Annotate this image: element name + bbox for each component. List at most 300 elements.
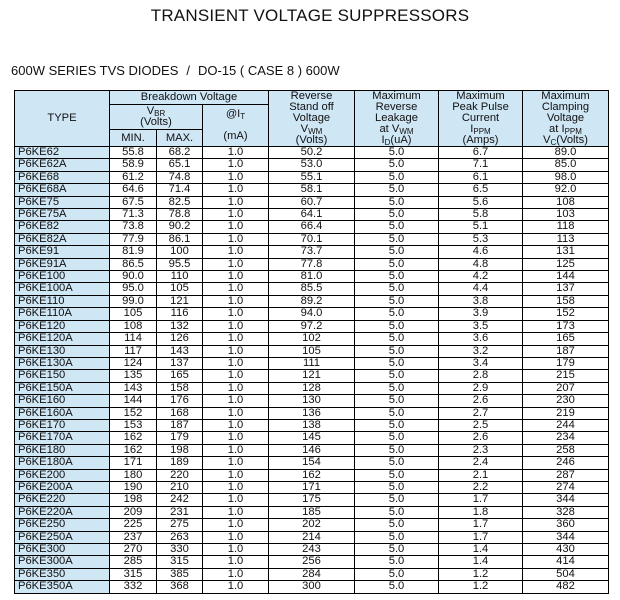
value-cell: 2.1	[439, 469, 523, 481]
value-cell: 1.0	[203, 444, 269, 456]
value-cell: 270	[110, 544, 157, 556]
value-cell: 1.0	[203, 333, 269, 345]
value-cell: 2.5	[439, 419, 523, 431]
value-cell: 5.0	[355, 568, 439, 580]
value-cell: 5.0	[355, 407, 439, 419]
type-cell: P6KE110A	[15, 308, 110, 320]
value-cell: 5.3	[439, 233, 523, 245]
value-cell: 108	[110, 320, 157, 332]
value-cell: 246	[523, 457, 609, 469]
value-cell: 5.6	[439, 196, 523, 208]
table-row	[15, 171, 609, 183]
value-cell: 61.2	[110, 171, 157, 183]
value-cell: 92.0	[523, 184, 609, 196]
value-cell: 4.2	[439, 271, 523, 283]
value-cell: 237	[110, 531, 157, 543]
value-cell: 110	[157, 271, 203, 283]
value-cell: 3.6	[439, 333, 523, 345]
value-cell: 5.8	[439, 209, 523, 221]
value-cell: 5.0	[355, 283, 439, 295]
value-cell: 1.0	[203, 382, 269, 394]
value-cell: 131	[523, 246, 609, 258]
value-cell: 5.0	[355, 271, 439, 283]
type-cell: P6KE150A	[15, 382, 110, 394]
value-cell: 5.0	[355, 481, 439, 493]
value-cell: 55.1	[269, 171, 355, 183]
value-cell: 2.2	[439, 481, 523, 493]
page-title: TRANSIENT VOLTAGE SUPPRESSORS	[150, 6, 470, 25]
value-cell: 1.0	[203, 357, 269, 369]
type-cell: P6KE300A	[15, 556, 110, 568]
value-cell: 65.1	[157, 159, 203, 171]
value-cell: 116	[157, 308, 203, 320]
value-cell: 86.5	[110, 258, 157, 270]
value-cell: 64.1	[269, 209, 355, 221]
value-cell: 126	[157, 333, 203, 345]
value-cell: 1.0	[203, 481, 269, 493]
value-cell: 5.0	[355, 233, 439, 245]
type-cell: P6KE250A	[15, 531, 110, 543]
value-cell: 1.0	[203, 531, 269, 543]
value-cell: 244	[523, 419, 609, 431]
value-cell: 315	[110, 568, 157, 580]
header-max: MAX.	[157, 130, 203, 147]
value-cell: 64.6	[110, 184, 157, 196]
value-cell: 128	[269, 382, 355, 394]
value-cell: 162	[110, 432, 157, 444]
value-cell: 214	[269, 531, 355, 543]
value-cell: 3.4	[439, 357, 523, 369]
table-header	[15, 91, 609, 147]
header-type: TYPE	[15, 91, 110, 147]
value-cell: 1.0	[203, 568, 269, 580]
tvs-spec-table	[14, 90, 609, 594]
value-cell: 50.2	[269, 147, 355, 159]
value-cell: 67.5	[110, 196, 157, 208]
value-cell: 1.0	[203, 271, 269, 283]
value-cell: 1.0	[203, 395, 269, 407]
type-cell: P6KE200	[15, 469, 110, 481]
value-cell: 68.2	[157, 147, 203, 159]
value-cell: 138	[269, 419, 355, 431]
value-cell: 135	[110, 370, 157, 382]
value-cell: 1.0	[203, 308, 269, 320]
value-cell: 1.0	[203, 184, 269, 196]
value-cell: 105	[269, 345, 355, 357]
table-row	[15, 568, 609, 580]
value-cell: 5.0	[355, 171, 439, 183]
table-row	[15, 531, 609, 543]
table-row	[15, 196, 609, 208]
value-cell: 89.0	[523, 147, 609, 159]
value-cell: 315	[157, 556, 203, 568]
type-cell: P6KE120A	[15, 333, 110, 345]
value-cell: 5.0	[355, 320, 439, 332]
table-row	[15, 481, 609, 493]
value-cell: 5.0	[355, 246, 439, 258]
value-cell: 124	[110, 357, 157, 369]
value-cell: 132	[157, 320, 203, 332]
type-cell: P6KE68	[15, 171, 110, 183]
header-min: MIN.	[110, 130, 157, 147]
value-cell: 220	[157, 469, 203, 481]
value-cell: 209	[110, 506, 157, 518]
value-cell: 328	[523, 506, 609, 518]
value-cell: 137	[157, 357, 203, 369]
value-cell: 118	[523, 221, 609, 233]
value-cell: 5.0	[355, 519, 439, 531]
value-cell: 1.2	[439, 581, 523, 593]
table-row	[15, 407, 609, 419]
value-cell: 1.0	[203, 320, 269, 332]
value-cell: 5.0	[355, 221, 439, 233]
value-cell: 5.0	[355, 581, 439, 593]
value-cell: 225	[110, 519, 157, 531]
value-cell: 5.0	[355, 556, 439, 568]
value-cell: 179	[523, 357, 609, 369]
value-cell: 5.0	[355, 544, 439, 556]
value-cell: 117	[110, 345, 157, 357]
type-cell: P6KE250	[15, 519, 110, 531]
value-cell: 90.0	[110, 271, 157, 283]
value-cell: 219	[523, 407, 609, 419]
type-cell: P6KE130	[15, 345, 110, 357]
value-cell: 210	[157, 481, 203, 493]
value-cell: 105	[110, 308, 157, 320]
value-cell: 121	[157, 295, 203, 307]
table-row	[15, 246, 609, 258]
value-cell: 175	[269, 494, 355, 506]
table-row	[15, 345, 609, 357]
type-cell: P6KE220A	[15, 506, 110, 518]
type-cell: P6KE120	[15, 320, 110, 332]
type-cell: P6KE350	[15, 568, 110, 580]
value-cell: 263	[157, 531, 203, 543]
type-cell: P6KE75A	[15, 209, 110, 221]
value-cell: 2.6	[439, 395, 523, 407]
value-cell: 143	[157, 345, 203, 357]
value-cell: 1.7	[439, 494, 523, 506]
value-cell: 256	[269, 556, 355, 568]
table-row	[15, 283, 609, 295]
table-row	[15, 295, 609, 307]
value-cell: 144	[523, 271, 609, 283]
value-cell: 81.0	[269, 271, 355, 283]
table-row	[15, 444, 609, 456]
value-cell: 187	[157, 419, 203, 431]
table-row	[15, 308, 609, 320]
value-cell: 5.0	[355, 370, 439, 382]
type-cell: P6KE160	[15, 395, 110, 407]
type-cell: P6KE220	[15, 494, 110, 506]
type-cell: P6KE62	[15, 147, 110, 159]
value-cell: 100	[157, 246, 203, 258]
value-cell: 215	[523, 370, 609, 382]
value-cell: 71.4	[157, 184, 203, 196]
value-cell: 1.0	[203, 419, 269, 431]
table-row	[15, 258, 609, 270]
value-cell: 121	[269, 370, 355, 382]
value-cell: 73.7	[269, 246, 355, 258]
value-cell: 136	[269, 407, 355, 419]
value-cell: 275	[157, 519, 203, 531]
table-row	[15, 159, 609, 171]
type-cell: P6KE130A	[15, 357, 110, 369]
value-cell: 165	[157, 370, 203, 382]
value-cell: 5.0	[355, 457, 439, 469]
value-cell: 162	[110, 444, 157, 456]
value-cell: 1.0	[203, 233, 269, 245]
value-cell: 125	[523, 258, 609, 270]
header-reverse-leakage: Maximum Reverse Leakage at $V_{WM}$ $I_D(uA)$	[355, 91, 439, 147]
value-cell: 300	[269, 581, 355, 593]
value-cell: 58.1	[269, 184, 355, 196]
value-cell: 360	[523, 519, 609, 531]
value-cell: 5.0	[355, 395, 439, 407]
value-cell: 77.9	[110, 233, 157, 245]
value-cell: 6.1	[439, 171, 523, 183]
value-cell: 1.0	[203, 432, 269, 444]
value-cell: 5.0	[355, 357, 439, 369]
value-cell: 81.9	[110, 246, 157, 258]
value-cell: 5.0	[355, 147, 439, 159]
table-row	[15, 395, 609, 407]
value-cell: 6.7	[439, 147, 523, 159]
value-cell: 111	[269, 357, 355, 369]
value-cell: 168	[157, 407, 203, 419]
value-cell: 173	[523, 320, 609, 332]
value-cell: 146	[269, 444, 355, 456]
value-cell: 108	[523, 196, 609, 208]
table-row	[15, 506, 609, 518]
value-cell: 113	[523, 233, 609, 245]
value-cell: 5.0	[355, 419, 439, 431]
value-cell: 66.4	[269, 221, 355, 233]
type-cell: P6KE91A	[15, 258, 110, 270]
table-row	[15, 147, 609, 159]
value-cell: 207	[523, 382, 609, 394]
value-cell: 78.8	[157, 209, 203, 221]
table-body	[15, 147, 609, 594]
value-cell: 5.0	[355, 494, 439, 506]
value-cell: 1.0	[203, 147, 269, 159]
value-cell: 1.0	[203, 519, 269, 531]
value-cell: 430	[523, 544, 609, 556]
table-row	[15, 494, 609, 506]
value-cell: 176	[157, 395, 203, 407]
value-cell: 185	[269, 506, 355, 518]
value-cell: 504	[523, 568, 609, 580]
value-cell: 5.0	[355, 432, 439, 444]
value-cell: 274	[523, 481, 609, 493]
header-test-current: $@I_T$ (mA)	[203, 105, 269, 147]
value-cell: 85.5	[269, 283, 355, 295]
value-cell: 284	[269, 568, 355, 580]
type-cell: P6KE300	[15, 544, 110, 556]
value-cell: 5.0	[355, 196, 439, 208]
type-cell: P6KE110	[15, 295, 110, 307]
value-cell: 98.0	[523, 171, 609, 183]
table-row	[15, 519, 609, 531]
value-cell: 243	[269, 544, 355, 556]
table-row	[15, 184, 609, 196]
value-cell: 1.7	[439, 531, 523, 543]
package-label: DO-15 ( CASE 8 ) 600W	[198, 63, 340, 78]
value-cell: 2.9	[439, 382, 523, 394]
value-cell: 5.0	[355, 469, 439, 481]
table-row	[15, 556, 609, 568]
value-cell: 2.8	[439, 370, 523, 382]
value-cell: 1.0	[203, 544, 269, 556]
value-cell: 1.0	[203, 283, 269, 295]
value-cell: 145	[269, 432, 355, 444]
header-breakdown-voltage: Breakdown Voltage	[110, 91, 269, 105]
table-row	[15, 382, 609, 394]
table-row	[15, 432, 609, 444]
value-cell: 1.0	[203, 407, 269, 419]
value-cell: 368	[157, 581, 203, 593]
value-cell: 162	[269, 469, 355, 481]
value-cell: 230	[523, 395, 609, 407]
value-cell: 189	[157, 457, 203, 469]
value-cell: 414	[523, 556, 609, 568]
header-standoff-voltage: Reverse Stand off Voltage $V_{WM}$ (Volts)	[269, 91, 355, 147]
header-vbr: $V_{BR}$ (Volts)	[110, 105, 203, 130]
type-cell: P6KE68A	[15, 184, 110, 196]
table-row	[15, 419, 609, 431]
value-cell: 55.8	[110, 147, 157, 159]
value-cell: 152	[523, 308, 609, 320]
value-cell: 6.5	[439, 184, 523, 196]
value-cell: 198	[110, 494, 157, 506]
value-cell: 3.8	[439, 295, 523, 307]
value-cell: 85.0	[523, 159, 609, 171]
table-row	[15, 357, 609, 369]
value-cell: 5.0	[355, 333, 439, 345]
type-cell: P6KE100	[15, 271, 110, 283]
type-cell: P6KE100A	[15, 283, 110, 295]
value-cell: 53.0	[269, 159, 355, 171]
value-cell: 5.0	[355, 506, 439, 518]
value-cell: 143	[110, 382, 157, 394]
value-cell: 482	[523, 581, 609, 593]
type-cell: P6KE170	[15, 419, 110, 431]
type-cell: P6KE91	[15, 246, 110, 258]
value-cell: 3.9	[439, 308, 523, 320]
value-cell: 5.0	[355, 308, 439, 320]
type-cell: P6KE170A	[15, 432, 110, 444]
value-cell: 1.0	[203, 457, 269, 469]
value-cell: 60.7	[269, 196, 355, 208]
value-cell: 1.8	[439, 506, 523, 518]
value-cell: 1.0	[203, 171, 269, 183]
value-cell: 1.0	[203, 246, 269, 258]
value-cell: 2.7	[439, 407, 523, 419]
value-cell: 4.8	[439, 258, 523, 270]
table-row	[15, 457, 609, 469]
table-row	[15, 581, 609, 593]
type-cell: P6KE75	[15, 196, 110, 208]
value-cell: 179	[157, 432, 203, 444]
value-cell: 4.4	[439, 283, 523, 295]
series-label: 600W SERIES TVS DIODES	[11, 63, 179, 78]
value-cell: 1.0	[203, 581, 269, 593]
value-cell: 2.4	[439, 457, 523, 469]
value-cell: 5.0	[355, 258, 439, 270]
value-cell: 1.0	[203, 345, 269, 357]
value-cell: 5.1	[439, 221, 523, 233]
value-cell: 5.0	[355, 345, 439, 357]
value-cell: 1.4	[439, 556, 523, 568]
table-row	[15, 233, 609, 245]
value-cell: 5.0	[355, 382, 439, 394]
table-subtitle	[11, 63, 340, 78]
value-cell: 1.0	[203, 295, 269, 307]
value-cell: 158	[523, 295, 609, 307]
value-cell: 77.8	[269, 258, 355, 270]
table-row	[15, 209, 609, 221]
value-cell: 1.0	[203, 494, 269, 506]
table-row	[15, 271, 609, 283]
value-cell: 3.5	[439, 320, 523, 332]
value-cell: 202	[269, 519, 355, 531]
value-cell: 5.0	[355, 159, 439, 171]
value-cell: 4.6	[439, 246, 523, 258]
value-cell: 58.9	[110, 159, 157, 171]
value-cell: 231	[157, 506, 203, 518]
type-cell: P6KE350A	[15, 581, 110, 593]
value-cell: 180	[110, 469, 157, 481]
value-cell: 154	[269, 457, 355, 469]
value-cell: 89.2	[269, 295, 355, 307]
value-cell: 103	[523, 209, 609, 221]
value-cell: 1.0	[203, 209, 269, 221]
value-cell: 1.0	[203, 221, 269, 233]
value-cell: 171	[110, 457, 157, 469]
value-cell: 190	[110, 481, 157, 493]
value-cell: 86.1	[157, 233, 203, 245]
value-cell: 114	[110, 333, 157, 345]
table-row	[15, 333, 609, 345]
type-cell: P6KE180A	[15, 457, 110, 469]
type-cell: P6KE150	[15, 370, 110, 382]
type-cell: P6KE180	[15, 444, 110, 456]
value-cell: 95.5	[157, 258, 203, 270]
value-cell: 285	[110, 556, 157, 568]
value-cell: 344	[523, 494, 609, 506]
header-clamping-voltage: Maximum Clamping Voltage at $I_{PPM}$ $V_C(Volts)$	[523, 91, 609, 147]
value-cell: 95.0	[110, 283, 157, 295]
value-cell: 1.0	[203, 556, 269, 568]
value-cell: 1.4	[439, 544, 523, 556]
value-cell: 90.2	[157, 221, 203, 233]
value-cell: 1.0	[203, 506, 269, 518]
value-cell: 3.2	[439, 345, 523, 357]
value-cell: 5.0	[355, 295, 439, 307]
value-cell: 1.0	[203, 370, 269, 382]
subtitle-separator: /	[186, 63, 190, 78]
value-cell: 73.8	[110, 221, 157, 233]
type-cell: P6KE200A	[15, 481, 110, 493]
value-cell: 1.0	[203, 159, 269, 171]
value-cell: 165	[523, 333, 609, 345]
value-cell: 385	[157, 568, 203, 580]
value-cell: 5.0	[355, 444, 439, 456]
value-cell: 153	[110, 419, 157, 431]
value-cell: 171	[269, 481, 355, 493]
value-cell: 130	[269, 395, 355, 407]
table-row	[15, 544, 609, 556]
